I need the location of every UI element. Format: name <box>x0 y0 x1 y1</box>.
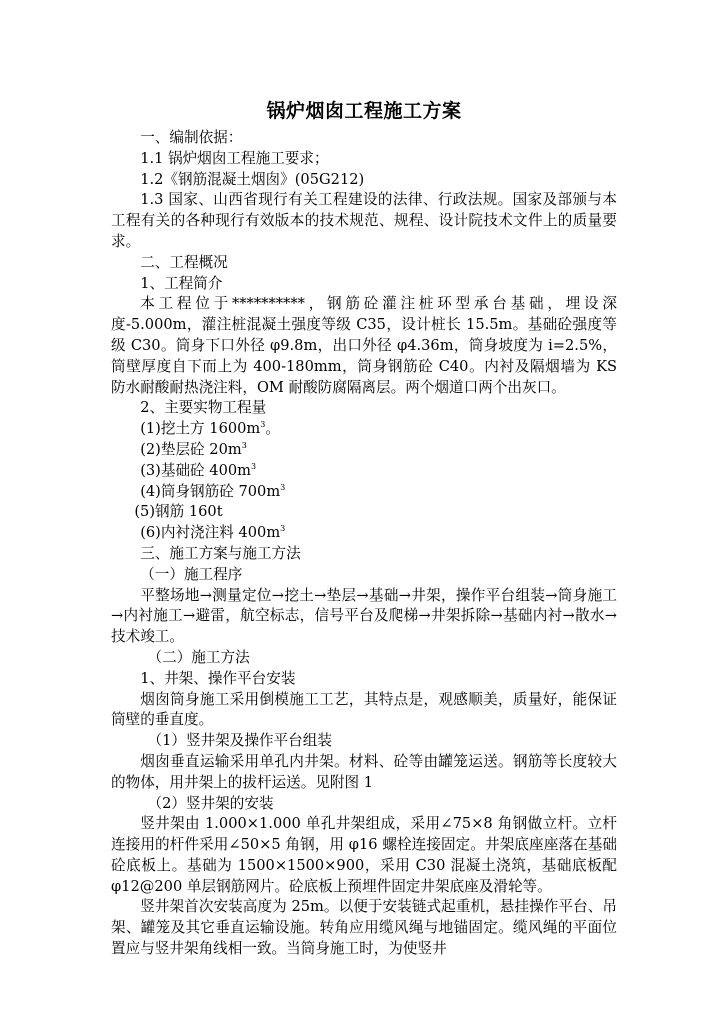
paragraph-24: 竖井架由 1.000×1.000 单孔井架组成，采用∠75×8 角钢做立杆。立杆连接用的杆件采用∠50×5 角钢，用 φ16 螺栓连接固定。井架底座座落在基础砼底板上。基础为 1500×1500×900，采用 C30 混凝土浇筑，基础底板配 φ12@200 单层钢筋网片。砼底板上预埋件固定井架底座及滑轮等。 <box>111 815 617 895</box>
document-page <box>111 98 617 960</box>
superscript: 3 <box>250 461 257 471</box>
paragraph-4: 1.3 国家、山西省现行有关工程建设的法律、行政法规。国家及部颁与本工程有关的各种现行有效版本的技术规范、规程、设计院技术文件上的质量要求。 <box>111 191 617 250</box>
paragraph-17: 平整场地→测量定位→挖土→垫层→基础→井架，操作平台组装→筒身施工→内衬施工→避雷，航空标志，信号平台及爬梯→井架拆除→基础内衬→散水→技术竣工。 <box>111 586 617 646</box>
superscript: 3 <box>280 482 286 492</box>
paragraph-6: 1、工程简介 <box>140 274 223 292</box>
paragraph-23: （2）竖井架的安装 <box>147 794 274 812</box>
quantity-item-6 <box>111 523 617 544</box>
paragraph-16: （一）施工程序 <box>140 565 243 583</box>
quantity-suffix: 。 <box>265 420 280 438</box>
quantity-text: (2)垫层砼 20m <box>140 440 242 458</box>
paragraph-22: 烟囱垂直运输采用单孔内井架。材料、砼等由罐笼运送。钢筋等长度较大的物体，用井架上的拔杆运送。见附图 1 <box>111 752 617 791</box>
paragraph-7: 本工程位于**********，钢筋砼灌注桩环型承台基础，埋设深度-5.000m，灌注桩混凝土强度等级 C35，设计桩长 15.5m。基础砼强度等级 C30。筒身下口外径 φ9.8m，出口外径 φ4.36m，筒身坡度为 i=2.5%，筒壁厚度自下而上为 400-180mm，筒身钢筋砼 C40。内衬及隔烟墙为 KS 防水耐酸耐热浇注料，OM 耐酸防腐隔离层。两个烟道口两个出灰口。 <box>111 295 617 396</box>
paragraph-25: 竖井架首次安装高度为 25m。以便于安装链式起重机，悬挂操作平台、吊架、罐笼及其它垂直运输设施。转角应用缆风绳与地锚固定。缆风绳的平面位置应与竖井架角线相一致。当筒身施工时，为使竖井 <box>111 898 617 958</box>
quantity-item-3 <box>111 461 617 482</box>
quantity-item-1 <box>111 419 617 440</box>
paragraph-18: （二）施工方法 <box>147 648 250 666</box>
superscript: 3 <box>280 524 286 534</box>
quantity-text: (5)钢筋 160t <box>134 503 223 521</box>
quantity-text: (4)筒身钢筋砼 700m <box>140 482 281 500</box>
quantity-text: (6)内衬浇注料 400m <box>140 524 281 542</box>
paragraph-15: 三、施工方案与施工方法 <box>140 544 301 562</box>
quantity-item-4 <box>111 482 617 503</box>
paragraph-21: （1）竖井架及操作平台组装 <box>147 732 332 750</box>
superscript: 3 <box>260 420 266 430</box>
quantity-item-5 <box>111 502 617 523</box>
paragraph-8: 2、主要实物工程量 <box>140 399 267 417</box>
superscript: 3 <box>241 441 247 451</box>
document-title: 锅炉烟囱工程施工方案 <box>266 100 462 122</box>
paragraph-3: 1.2《钢筋混凝土烟囱》(05G212) <box>140 170 365 188</box>
paragraph-5: 二、工程概况 <box>140 253 228 271</box>
quantity-text: (3)基础砼 400m <box>140 461 251 479</box>
paragraph-1: 一、编制依据： <box>140 129 243 146</box>
paragraph-2: 1.1 锅炉烟囱工程施工要求； <box>140 149 329 167</box>
quantity-text: (1)挖土方 1600m <box>140 420 261 438</box>
quantity-item-2 <box>111 440 617 461</box>
paragraph-20: 烟囱筒身施工采用倒模施工工艺，其特点是，观感顺美，质量好，能保证筒壁的垂直度。 <box>111 690 617 729</box>
paragraph-19: 1、井架、操作平台安装 <box>140 669 296 687</box>
